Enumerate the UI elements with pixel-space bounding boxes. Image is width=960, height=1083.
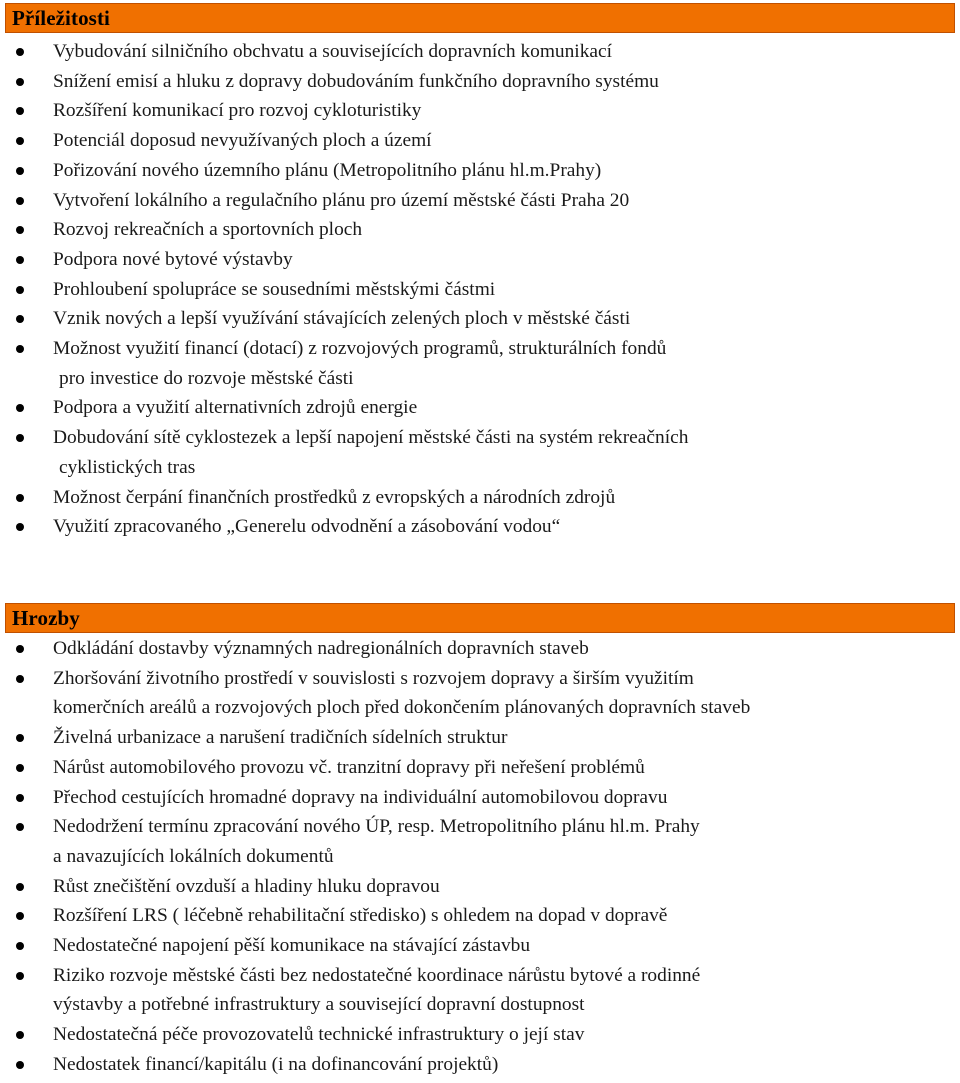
bullet-icon (16, 434, 24, 442)
list-item-text: Rozšíření komunikací pro rozvoj cykloturistiky (53, 100, 422, 122)
bullet-icon (16, 137, 24, 145)
prilezitosti-list-item (0, 275, 960, 305)
list-item-text: Vybudování silničního obchvatu a souvisejících dopravních komunikací (53, 41, 612, 62)
bullet-icon (16, 315, 24, 323)
list-item-text: Prohloubení spolupráce se sousedními městskými částmi (53, 278, 496, 300)
hrozby-list-item (0, 664, 960, 723)
bullet-icon (16, 912, 24, 920)
list-item-text: Možnost čerpání finančních prostředků z evropských a národních zdrojů (53, 486, 616, 508)
list-item-text: Nedodržení termínu zpracování nového ÚP, resp. Metropolitního plánu hl.m. Prahy (53, 816, 700, 838)
section-title-hrozby: Hrozby (12, 605, 80, 630)
prilezitosti-list-item (0, 334, 960, 393)
prilezitosti-list-item (0, 215, 960, 245)
bullet-icon (16, 942, 24, 950)
prilezitosti-list-item (0, 483, 960, 513)
bullet-icon (16, 345, 24, 353)
list-item-continuation: pro investice do rozvoje městské části (59, 367, 354, 389)
hrozby-list-item (0, 634, 960, 664)
prilezitosti-list-item (0, 186, 960, 216)
list-item-text: Nedostatek financí/kapitálu (i na dofinancování projektů) (53, 1053, 499, 1075)
list-item-continuation: cyklistických tras (59, 456, 196, 478)
hrozby-list-item (0, 1020, 960, 1050)
bullet-icon (16, 286, 24, 294)
list-item-text: Nedostatečné napojení pěší komunikace na stávající zástavbu (53, 935, 531, 957)
prilezitosti-list-item (0, 245, 960, 275)
section-header-hrozby (5, 603, 955, 633)
section-header-prilezitosti (5, 3, 955, 33)
list-item-text: Nárůst automobilového provozu vč. tranzitní dopravy při neřešení problémů (53, 756, 645, 778)
list-item-text: Nedostatečná péče provozovatelů technické infrastruktury o její stav (53, 1024, 585, 1046)
hrozby-list-item (0, 931, 960, 961)
prilezitosti-list-item (0, 126, 960, 156)
bullet-icon (16, 226, 24, 234)
hrozby-list-item (0, 961, 960, 1020)
list-item-text: Vytvoření lokálního a regulačního plánu pro území městské části Praha 20 (53, 189, 630, 211)
prilezitosti-list-item (0, 96, 960, 126)
bullet-icon (16, 794, 24, 802)
list-item-continuation: výstavby a potřebné infrastruktury a související dopravní dostupnost (53, 994, 585, 1016)
hrozby-list (0, 634, 960, 1080)
section-title-prilezitosti: Příležitosti (12, 5, 110, 30)
bullet-icon (16, 972, 24, 980)
list-item-text: Vznik nových a lepší využívání stávajících zelených ploch v městské části (53, 308, 631, 330)
bullet-icon (16, 734, 24, 742)
list-item-text: Využití zpracovaného „Generelu odvodnění a zásobování vodou“ (53, 516, 561, 538)
hrozby-list-item (0, 901, 960, 931)
prilezitosti-list-item (0, 393, 960, 423)
prilezitosti-list-item (0, 423, 960, 482)
bullet-icon (16, 78, 24, 86)
hrozby-list-item (0, 872, 960, 902)
bullet-icon (16, 197, 24, 205)
bullet-icon (16, 107, 24, 115)
list-item-continuation: a navazujících lokálních dokumentů (53, 845, 334, 867)
list-item-text: Živelná urbanizace a narušení tradičních sídelních struktur (53, 727, 508, 749)
prilezitosti-list-item (0, 37, 960, 67)
list-item-continuation: komerčních areálů a rozvojových ploch před dokončením plánovaných dopravních staveb (53, 697, 751, 719)
list-item-text: Zhoršování životního prostředí v souvislosti s rozvojem dopravy a širším využitím (53, 667, 694, 689)
prilezitosti-list-item (0, 67, 960, 97)
bullet-icon (16, 404, 24, 412)
list-item-text: Rozšíření LRS ( léčebně rehabilitační středisko) s ohledem na dopad v dopravě (53, 905, 668, 927)
prilezitosti-list-item (0, 512, 960, 542)
list-item-text: Odkládání dostavby významných nadregionálních dopravních staveb (53, 638, 589, 659)
list-item-text: Rozvoj rekreačních a sportovních ploch (53, 219, 363, 241)
list-item-text: Růst znečištění ovzduší a hladiny hluku dopravou (53, 875, 440, 897)
hrozby-list-item (0, 812, 960, 871)
hrozby-list-item (0, 1050, 960, 1080)
hrozby-list-item (0, 723, 960, 753)
prilezitosti-list-item (0, 304, 960, 334)
list-item-text: Snížení emisí a hluku z dopravy dobudováním funkčního dopravního systému (53, 70, 659, 92)
bullet-icon (16, 764, 24, 772)
list-item-text: Dobudování sítě cyklostezek a lepší napojení městské části na systém rekreačních (53, 427, 689, 449)
bullet-icon (16, 167, 24, 175)
bullet-icon (16, 256, 24, 264)
list-item-text: Pořizování nového územního plánu (Metropolitního plánu hl.m.Prahy) (53, 159, 602, 181)
hrozby-list-item (0, 783, 960, 813)
list-item-text: Podpora a využití alternativních zdrojů energie (53, 397, 418, 419)
bullet-icon (16, 1061, 24, 1069)
list-item-text: Potenciál doposud nevyužívaných ploch a území (53, 130, 432, 152)
bullet-icon (16, 645, 24, 653)
bullet-icon (16, 675, 24, 683)
list-item-text: Riziko rozvoje městské části bez nedostatečné koordinace nárůstu bytové a rodinné (53, 964, 701, 986)
prilezitosti-list-item (0, 156, 960, 186)
bullet-icon (16, 1031, 24, 1039)
list-item-text: Přechod cestujících hromadné dopravy na individuální automobilovou dopravu (53, 786, 668, 808)
hrozby-list-item (0, 753, 960, 783)
list-item-text: Možnost využití financí (dotací) z rozvojových programů, strukturálních fondů (53, 338, 667, 360)
bullet-icon (16, 48, 24, 56)
bullet-icon (16, 823, 24, 831)
bullet-icon (16, 883, 24, 891)
list-item-text: Podpora nové bytové výstavby (53, 248, 293, 270)
prilezitosti-list (0, 37, 960, 542)
bullet-icon (16, 494, 24, 502)
bullet-icon (16, 523, 24, 531)
